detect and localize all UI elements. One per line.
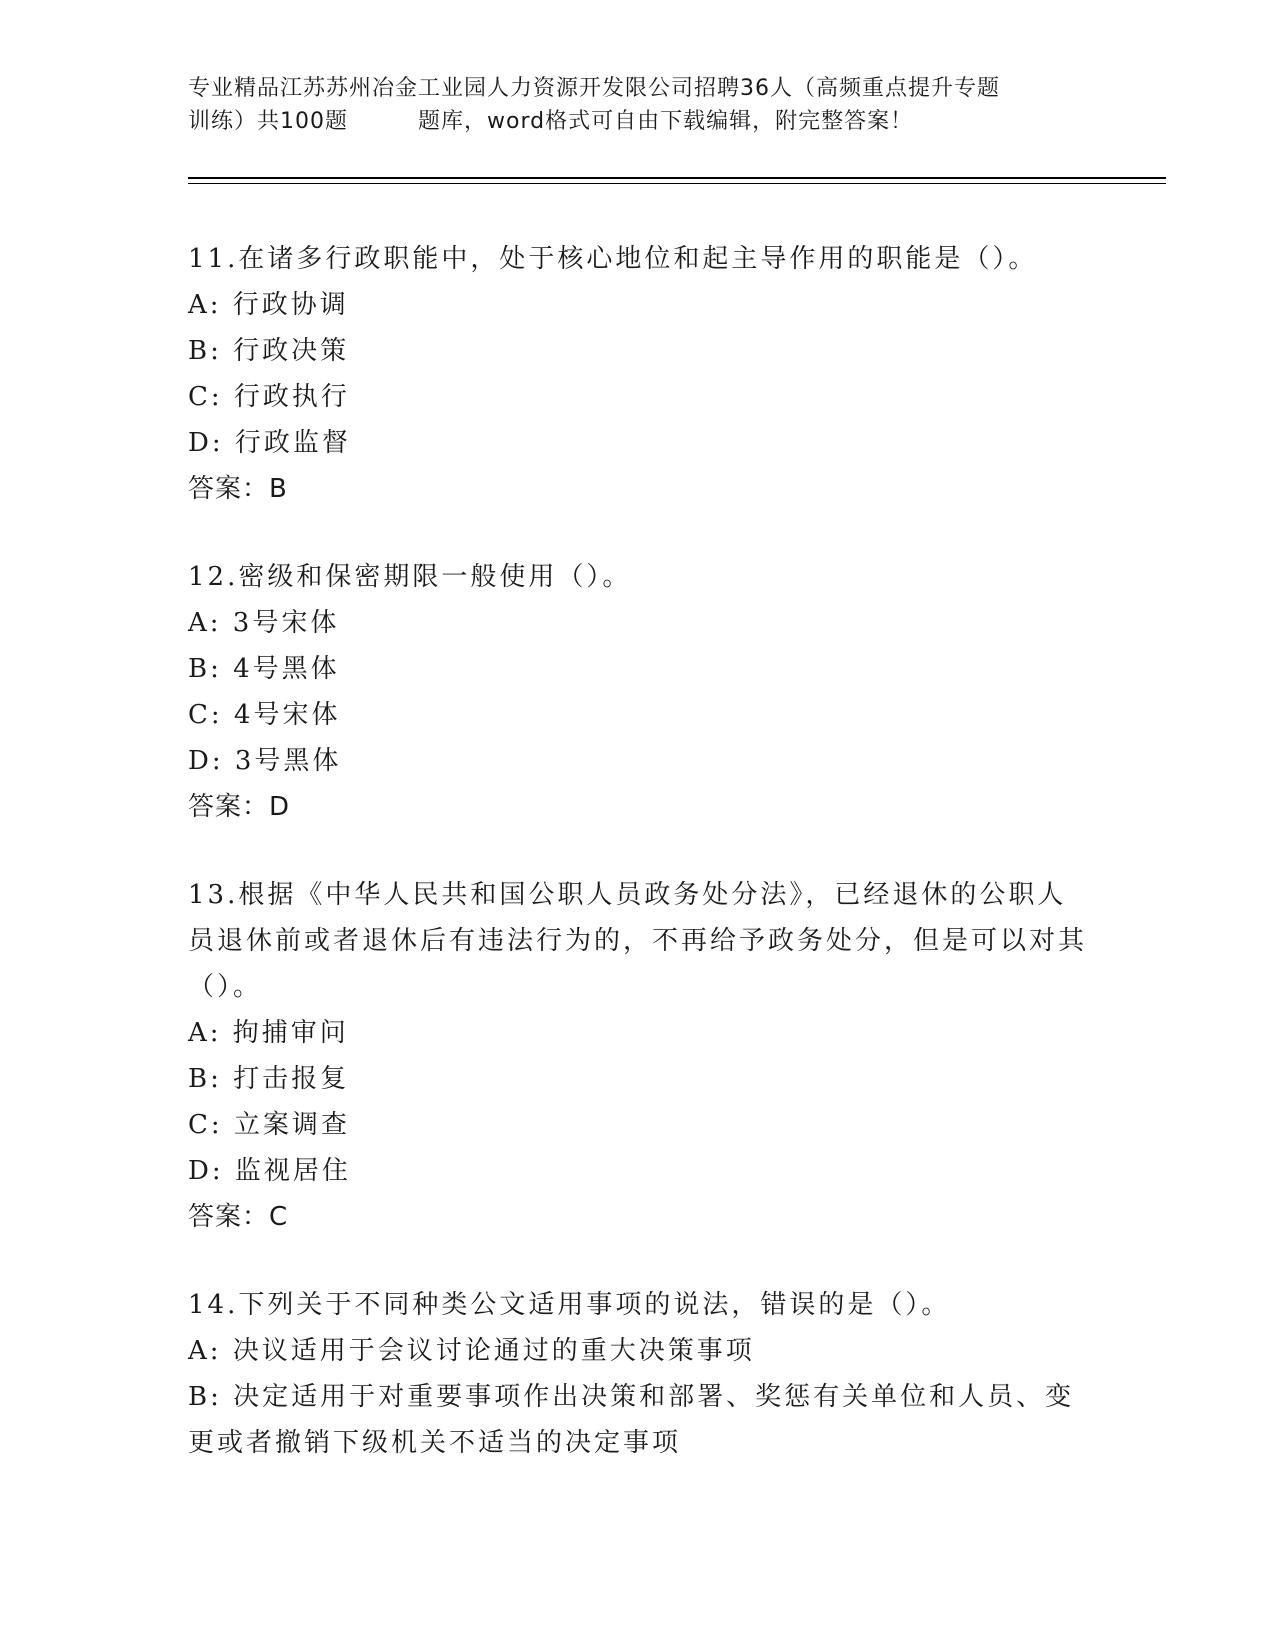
header-divider-thick — [188, 177, 1166, 179]
option-c: C: 4号宋体 — [188, 700, 341, 730]
option-b: B: 决定适用于对重要事项作出决策和部署、奖惩有关单位和人员、变更或者撤销下级机关不适当的决定事项 — [188, 1382, 1075, 1458]
answer-line: 答案：B — [188, 474, 288, 504]
question-12 — [188, 554, 1088, 830]
question-list — [188, 236, 1088, 1466]
option-d: D: 监视居住 — [188, 1156, 351, 1186]
option-c: C: 立案调查 — [188, 1110, 350, 1140]
answer-line: 答案：C — [188, 1202, 289, 1232]
title-line-1: 专业精品江苏苏州冶金工业园人力资源开发限公司招聘36人（高频重点提升专题 — [188, 76, 1000, 101]
option-a: A: 行政协调 — [188, 290, 349, 320]
question-stem: 13.根据《中华人民共和国公职人员政务处分法》，已经退休的公职人员退休前或者退休后有违法行为的，不再给予政务处分，但是可以对其（）。 — [188, 880, 1088, 1002]
option-b: B: 4号黑体 — [188, 654, 340, 684]
title-line-2a: 训练）共100题 — [188, 109, 348, 134]
header-divider-thin — [188, 183, 1166, 184]
question-stem: 12.密级和保密期限一般使用（）。 — [188, 562, 632, 592]
option-d: D: 3号黑体 — [188, 746, 342, 776]
option-a: A: 决议适用于会议讨论通过的重大决策事项 — [188, 1336, 755, 1366]
question-14 — [188, 1282, 1088, 1466]
option-a: A: 拘捕审问 — [188, 1018, 349, 1048]
option-c: C: 行政执行 — [188, 382, 350, 412]
option-b: B: 打击报复 — [188, 1064, 350, 1094]
question-stem: 14.下列关于不同种类公文适用事项的说法，错误的是（）。 — [188, 1290, 951, 1320]
answer-line: 答案：D — [188, 792, 291, 822]
option-a: A: 3号宋体 — [188, 608, 340, 638]
option-b: B: 行政决策 — [188, 336, 350, 366]
question-11 — [188, 236, 1088, 512]
option-d: D: 行政监督 — [188, 428, 351, 458]
question-13 — [188, 872, 1088, 1240]
document-title — [188, 72, 1088, 138]
title-line-2b: 题库，word格式可自由下载编辑，附完整答案！ — [418, 109, 914, 134]
question-stem: 11.在诸多行政职能中，处于核心地位和起主导作用的职能是（）。 — [188, 244, 1038, 274]
